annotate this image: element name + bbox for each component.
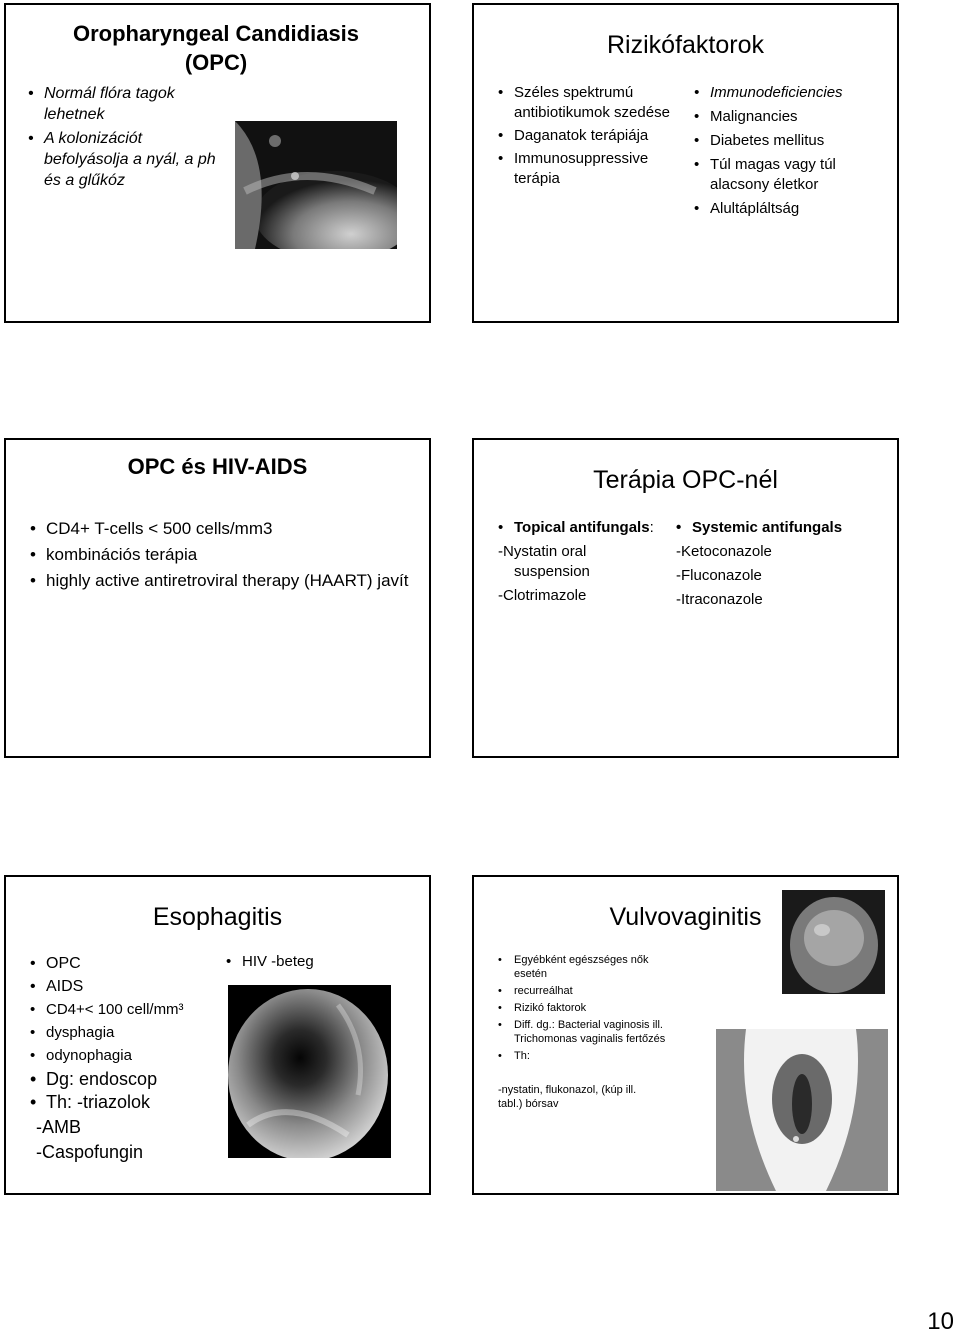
plain-list <box>36 1115 143 1165</box>
tongue-photo <box>782 890 885 994</box>
list-item: -Nystatin oral suspension <box>498 543 590 580</box>
slide-title: Oropharyngeal Candidiasis (OPC) <box>72 21 360 75</box>
endoscopy-photo <box>228 985 391 1158</box>
slide-title: Rizikófaktorok <box>607 31 764 59</box>
list-item: -Clotrimazole <box>498 587 587 604</box>
treatment-text: -nystatin, flukonazol, (kúp ill. tabl.) bórsav <box>498 1084 637 1110</box>
list-item: • recurreálhat <box>498 984 668 998</box>
list-item: • A kolonizációt befolyásolja a nyál, a ph és a glűkóz <box>28 128 228 191</box>
list-item: • Alultápláltság <box>694 199 889 219</box>
systemic-column <box>676 518 891 610</box>
slide-title: Terápia OPC-nél <box>593 466 778 494</box>
topical-column <box>498 518 658 606</box>
list-item: • odynophagia <box>30 1045 220 1067</box>
list-item: -Caspofungin <box>36 1142 144 1162</box>
list-item: • Immunodeficiencies <box>694 83 889 103</box>
slide-esophagitis <box>4 875 431 1195</box>
topical-heading: Topical antifungals <box>514 519 650 536</box>
list-item: • Th: -triazolok <box>30 1091 220 1113</box>
list-item: -Itraconazole <box>676 591 763 608</box>
list-item: -Ketoconazole <box>676 543 772 560</box>
slide-title: Vulvovaginitis <box>609 903 762 931</box>
list-item: -Fluconazole <box>676 567 762 584</box>
bullet-list <box>498 953 668 1063</box>
list-item: • Th: <box>498 1049 668 1063</box>
list-item: • AIDS <box>30 976 220 998</box>
list-item: • Rizikó faktorok <box>498 1001 668 1015</box>
page-number: 10 <box>927 1308 954 1335</box>
list-item: • CD4+< 100 cell/mm³ <box>30 999 220 1021</box>
list-item: • Diff. dg.: Bacterial vaginosis ill. Trichomonas vaginalis fertőzés <box>498 1018 668 1046</box>
list-item: • Túl magas vagy túl alacsony életkor <box>694 155 889 195</box>
risk-list-left <box>498 83 673 189</box>
bullet-list <box>28 83 228 191</box>
list-item: • Széles spektrumú antibiotikumok szedése <box>498 83 673 123</box>
list-item: • Diabetes mellitus <box>694 131 889 151</box>
oral-thrush-photo <box>235 121 397 249</box>
slide-opc-therapy <box>472 438 899 758</box>
list-item <box>498 518 658 538</box>
bullet-list <box>30 518 420 592</box>
list-item: • Malignancies <box>694 107 889 127</box>
slide-risk-factors <box>472 3 899 323</box>
clinical-photo <box>716 1029 888 1191</box>
slide-oral-candidiasis <box>4 3 431 323</box>
list-item: • Egyébként egészséges nők esetén <box>498 953 668 981</box>
list-item: • CD4+ T-cells < 500 cells/mm3 <box>30 518 420 540</box>
slide-title: OPC és HIV-AIDS <box>127 454 308 479</box>
slide-title: Esophagitis <box>152 903 283 931</box>
list-item: -AMB <box>36 1117 81 1137</box>
risk-list-right <box>694 83 889 219</box>
systemic-heading: • Systemic antifungals <box>676 518 891 538</box>
patient-bullet <box>226 953 406 970</box>
slide-vulvovaginitis <box>472 875 899 1195</box>
list-item: • dysphagia <box>30 1022 220 1044</box>
slide-opc-hiv <box>4 438 431 758</box>
list-item: • kombinációs terápia <box>30 544 420 566</box>
list-item: • HIV -beteg <box>226 953 406 970</box>
list-item: • OPC <box>30 953 220 975</box>
list-item: • Daganatok terápiája <box>498 126 673 146</box>
list-item: • Dg: endoscop <box>30 1068 220 1090</box>
list-item: • Immunosuppressive terápia <box>498 149 673 189</box>
topical-colon: : <box>649 519 654 536</box>
bullet-list <box>30 953 220 1113</box>
list-item: • Normál flóra tagok lehetnek <box>28 83 228 125</box>
list-item: • highly active antiretroviral therapy (HAART) javít <box>30 570 420 592</box>
